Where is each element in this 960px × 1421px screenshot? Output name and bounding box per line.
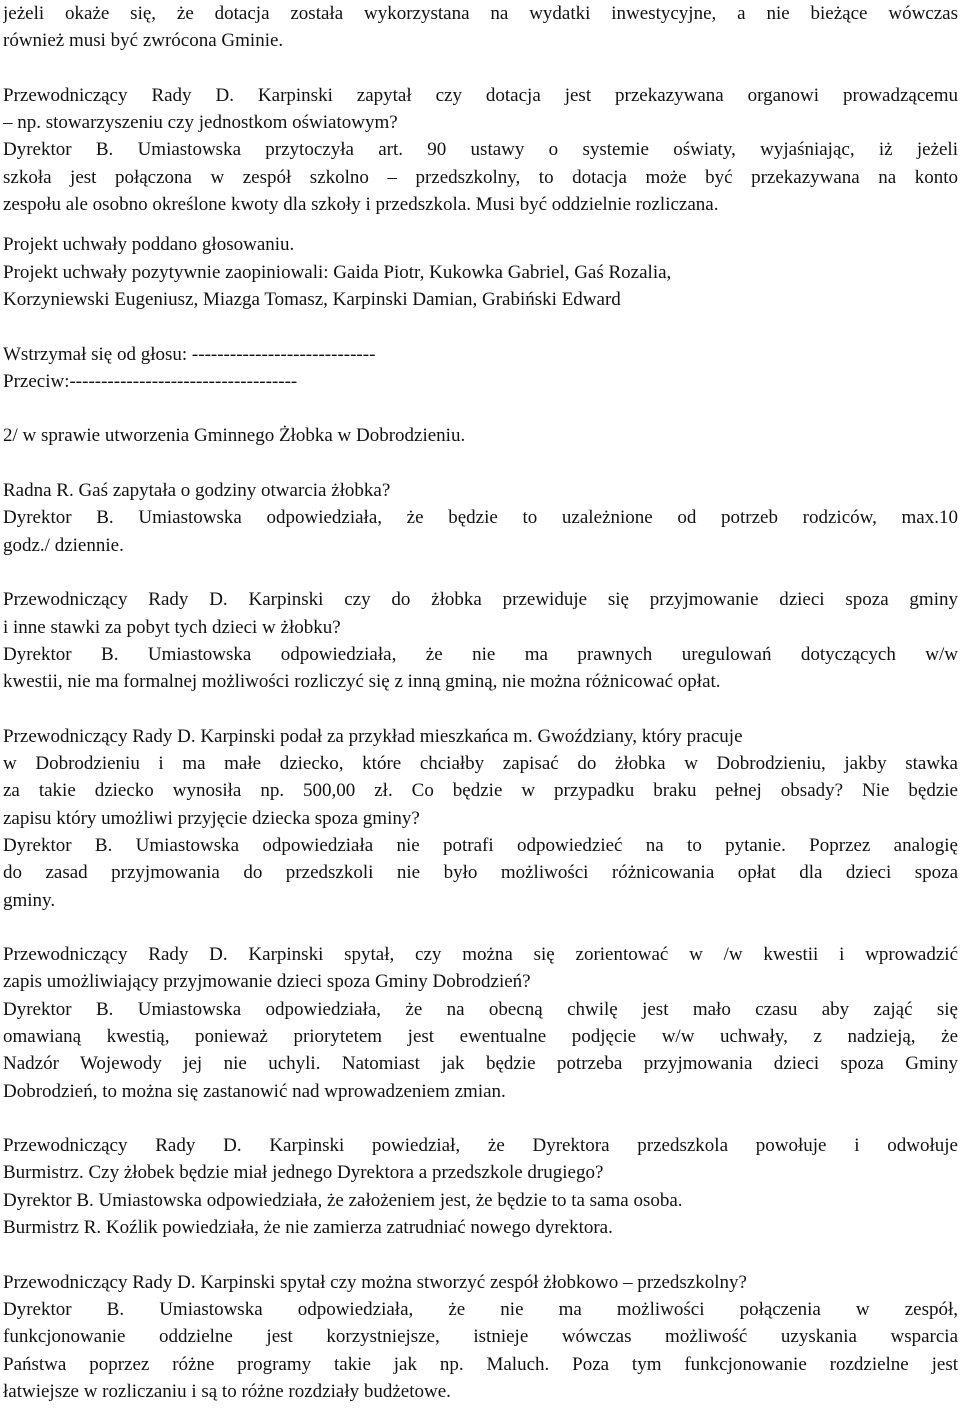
- paragraph-spacer: [3, 1241, 958, 1268]
- text-line: do zasad przyjmowania do przedszkoli nie było możliwości różnicowania opłat dla dzieci spoza: [3, 862, 958, 884]
- text-line: zapisu który umożliwi przyjęcie dziecka spoza gminy?: [3, 807, 420, 829]
- paragraph: [3, 231, 958, 313]
- paragraph-spacer: [3, 914, 958, 941]
- text-line: Dyrektor B. Umiastowska odpowiedziała, że będzie to uzależnione od potrzeb rodziców, max.10: [3, 507, 958, 529]
- text-line: w Dobrodzieniu i ma małe dziecko, które chciałby zapisać do żłobka w Dobrodzieniu, jakby stawka: [3, 753, 958, 775]
- paragraph-spacer: [3, 55, 958, 82]
- text-line: – np. stowarzyszeniu czy jednostkom oświatowym?: [3, 112, 398, 134]
- text-line: jeżeli okaże się, że dotacja została wykorzystana na wydatki inwestycyjne, a nie bieżące wówczas: [3, 3, 958, 24]
- text-line: zapis umożliwiający przyjmowanie dzieci spoza Gminy Dobrodzień?: [3, 971, 531, 993]
- paragraph: [3, 586, 958, 695]
- text-line: godz./ dziennie.: [3, 534, 124, 556]
- text-line: i inne stawki za pobyt tych dzieci w żłobku?: [3, 616, 341, 638]
- paragraph-spacer: [3, 1105, 958, 1132]
- text-line: Przewodniczący Rady D. Karpinski podał za przykład mieszkańca m. Gwoździany, który pracuje: [3, 725, 743, 747]
- text-line: Dobrodzień, to można się zastanowić nad wprowadzeniem zmian.: [3, 1080, 506, 1102]
- text-line: Przewodniczący Rady D. Karpinski powiedział, że Dyrektora przedszkola powołuje i odwołuje: [3, 1135, 958, 1157]
- text-line: Burmistrz R. Koźlik powiedziała, że nie zamierza zatrudniać nowego dyrektora.: [3, 1217, 613, 1239]
- text-line: Dyrektor B. Umiastowska odpowiedziała, że nie ma możliwości połączenia w zespół,: [3, 1298, 958, 1320]
- text-line: Przewodniczący Rady D. Karpinski zapytał czy dotacja jest przekazywana organowi prowadzącemu: [3, 84, 958, 106]
- paragraph: [3, 422, 958, 449]
- text-line: Dyrektor B. Umiastowska odpowiedziała nie potrafi odpowiedzieć na to pytanie. Poprzez analogię: [3, 834, 958, 856]
- paragraph-spacer: [3, 218, 958, 231]
- text-line: również musi być zwrócona Gminie.: [3, 30, 284, 52]
- text-line: Projekt uchwały poddano głosowaniu.: [3, 234, 295, 256]
- text-line: Przewodniczący Rady D. Karpinski czy do żłobka przewiduje się przyjmowanie dzieci spoza gminy: [3, 589, 958, 611]
- text-line: omawianą kwestią, ponieważ priorytetem jest ewentualne podjęcie w/w uchwały, z nadzieją, że: [3, 1025, 958, 1047]
- text-line: Radna R. Gaś zapytała o godziny otwarcia żłobka?: [3, 480, 391, 502]
- text-line: zespołu ale osobno określone kwoty dla szkoły i przedszkola. Musi być oddzielnie rozliczana.: [3, 194, 719, 216]
- paragraph: [3, 1269, 958, 1405]
- text-line: Dyrektor B. Umiastowska odpowiedziała, że założeniem jest, że będzie to ta sama osoba.: [3, 1189, 683, 1211]
- text-line: Państwa poprzez różne programy takie jak np. Maluch. Poza tym funkcjonowanie rozdzielne jest: [3, 1353, 958, 1375]
- text-line: Przewodniczący Rady D. Karpinski spytał, czy można się zorientować w /w kwestii i wprowadzić: [3, 944, 958, 966]
- text-line: Wstrzymał się od głosu: -----------------------------: [3, 343, 376, 365]
- text-line: Dyrektor B. Umiastowska przytoczyła art. 90 ustawy o systemie oświaty, wyjaśniając, iż jeżeli: [3, 139, 958, 161]
- paragraph: [3, 341, 958, 396]
- text-line: Przeciw:------------------------------------: [3, 370, 298, 392]
- text-line: szkoła jest połączona w zespół szkolno – przedszkolny, to dotacja może być przekazywana na konto: [3, 166, 958, 188]
- text-line: Dyrektor B. Umiastowska odpowiedziała, że nie ma prawnych uregulowań dotyczących w/w: [3, 643, 958, 665]
- text-line: gminy.: [3, 889, 56, 911]
- paragraph: [3, 477, 958, 559]
- text-line: Przewodniczący Rady D. Karpinski spytał czy można stworzyć zespół żłobkowo – przedszkolny?: [3, 1271, 747, 1293]
- text-line: funkcjonowanie oddzielne jest korzystniejsze, istnieje wówczas możliwość uzyskania wsparcia: [3, 1326, 958, 1348]
- text-line: Projekt uchwały pozytywnie zaopiniowali: Gaida Piotr, Kukowka Gabriel, Gaś Rozalia,: [3, 261, 672, 283]
- paragraph: [3, 723, 958, 914]
- paragraph-spacer: [3, 313, 958, 340]
- paragraph: [3, 941, 958, 1105]
- paragraph: [3, 82, 958, 218]
- text-line: kwestii, nie ma formalnej możliwości rozliczyć się z inną gminą, nie można różnicować opłat.: [3, 671, 721, 693]
- text-line: Dyrektor B. Umiastowska odpowiedziała, że na obecną chwilę jest mało czasu aby zająć się: [3, 998, 958, 1020]
- paragraph-spacer: [3, 559, 958, 586]
- text-line: Burmistrz. Czy żłobek będzie miał jednego Dyrektora a przedszkole drugiego?: [3, 1162, 604, 1184]
- text-line: Korzyniewski Eugeniusz, Miazga Tomasz, Karpinski Damian, Grabiński Edward: [3, 288, 621, 310]
- paragraph-spacer: [3, 395, 958, 422]
- paragraph: [3, 1132, 958, 1241]
- paragraph: [3, 0, 958, 55]
- text-line: Nadzór Wojewody jej nie uchyli. Natomiast jak będzie potrzeba przyjmowania dzieci spoza Gminy: [3, 1053, 958, 1075]
- paragraph-spacer: [3, 450, 958, 477]
- text-line: łatwiejsze w rozliczaniu i są to różne rozdziały budżetowe.: [3, 1380, 451, 1402]
- paragraph-spacer: [3, 695, 958, 722]
- text-line: 2/ w sprawie utworzenia Gminnego Żłobka w Dobrodzieniu.: [3, 425, 466, 447]
- text-line: za takie dziecko wynosiła np. 500,00 zł. Co będzie w przypadku braku pełnej obsady? Nie będzie: [3, 780, 958, 802]
